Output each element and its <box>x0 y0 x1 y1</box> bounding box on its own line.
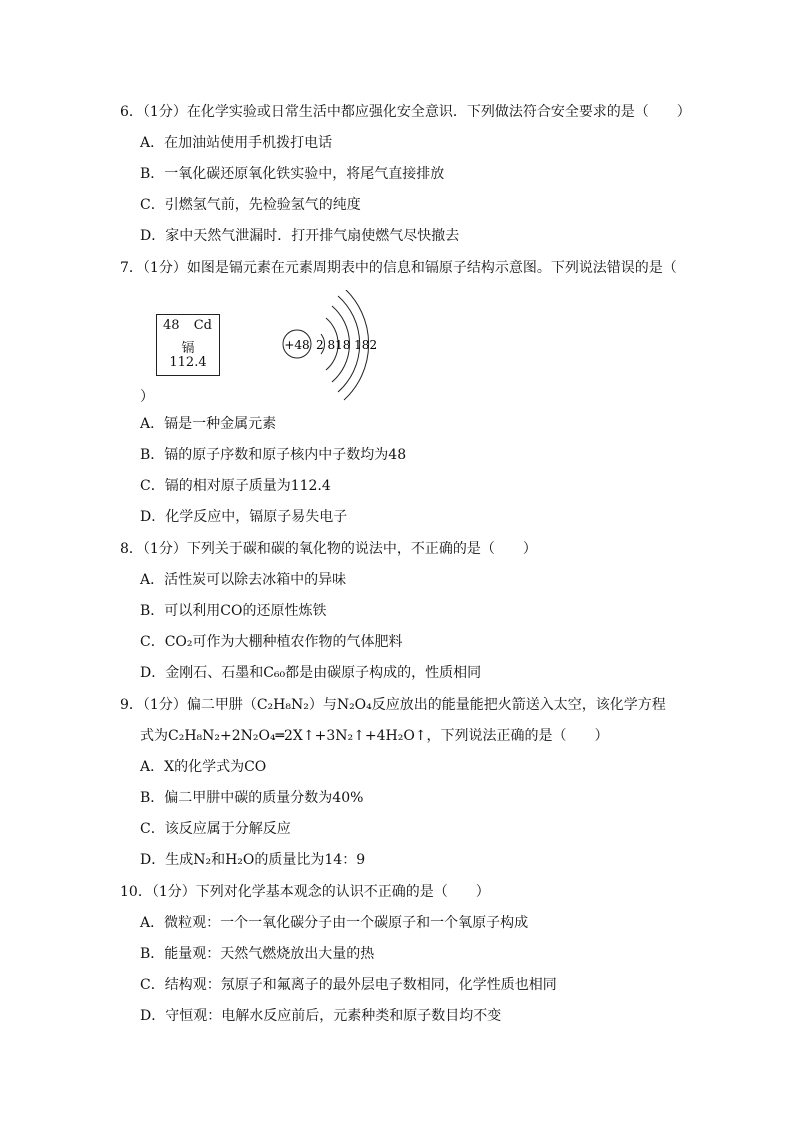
question-7-option-d: D．化学反应中，镉原子易失电子 <box>140 509 348 525</box>
electron-counts: 2 818 182 <box>316 338 378 352</box>
periodic-table-cell <box>156 314 220 376</box>
question-6-stem: 6．（1分）在化学实验或日常生活中都应强化安全意识．下列做法符合安全要求的是（ ） <box>120 104 691 120</box>
question-8-option-b: B．可以利用CO的还原性炼铁 <box>140 603 327 619</box>
question-8-option-d: D．金刚石、石墨和C₆₀都是由碳原子构成的，性质相同 <box>140 665 482 681</box>
question-10-option-b: B．能量观：天然气燃烧放出大量的热 <box>140 946 375 962</box>
question-10-stem: 10．（1分）下列对化学基本观念的认识不正确的是（ ） <box>120 884 490 900</box>
question-7-option-b: B．镉的原子序数和原子核内中子数均为48 <box>140 447 407 463</box>
question-7-stem: 7．（1分）如图是镉元素在元素周期表中的信息和镉原子结构示意图。下列说法错误的是（ <box>120 260 677 276</box>
atomic-mass: 112.4 <box>169 355 207 370</box>
question-6-option-c: C．引燃氢气前，先检验氢气的纯度 <box>140 197 361 213</box>
question-10-option-a: A．微粒观：一个一氧化碳分子由一个碳原子和一个氧原子构成 <box>140 915 529 931</box>
question-8-option-c: C．CO₂可作为大棚种植农作物的气体肥料 <box>140 634 403 650</box>
question-6-option-a: A．在加油站使用手机拨打电话 <box>140 135 333 151</box>
element-symbol: Cd <box>193 318 212 333</box>
question-8-option-a: A．活性炭可以除去冰箱中的异味 <box>140 572 347 588</box>
question-10-option-c: C．结构观：氖原子和氟离子的最外层电子数相同，化学性质也相同 <box>140 977 557 993</box>
question-7-option-a: A．镉是一种金属元素 <box>140 416 277 432</box>
atom-structure-diagram <box>280 290 390 402</box>
question-9-option-d: D．生成N₂和H₂O的质量比为14：9 <box>140 852 366 868</box>
question-9-stem-continued: 式为C₂H₈N₂+2N₂O₄═2X↑+3N₂↑+4H₂O↑，下列说法正确的是（ ） <box>140 728 609 744</box>
nucleus-charge: +48 <box>284 338 310 352</box>
question-6-option-b: B．一氧化碳还原氧化铁实验中，将尾气直接排放 <box>140 166 445 182</box>
element-name: 镉 <box>181 341 195 356</box>
question-9-stem: 9．（1分）偏二甲肼（C₂H₈N₂）与N₂O₄反应放出的能量能把火箭送入太空，该化学方程 <box>120 697 666 713</box>
atomic-number: 48 <box>163 318 180 333</box>
question-9-option-a: A．X的化学式为CO <box>140 759 267 775</box>
question-6-option-d: D．家中天然气泄漏时．打开排气扇使燃气尽快撤去 <box>140 228 460 244</box>
question-8-stem: 8．（1分）下列关于碳和碳的氧化物的说法中，不正确的是（ ） <box>120 541 537 557</box>
question-9-option-c: C．该反应属于分解反应 <box>140 821 291 837</box>
question-7-option-c: C．镉的相对原子质量为112.4 <box>140 478 331 494</box>
question-9-option-b: B．偏二甲肼中碳的质量分数为40% <box>140 790 364 806</box>
question-10-option-d: D．守恒观：电解水反应前后，元素种类和原子数目均不变 <box>140 1008 502 1024</box>
question-7-closing-paren: ） <box>140 389 154 405</box>
